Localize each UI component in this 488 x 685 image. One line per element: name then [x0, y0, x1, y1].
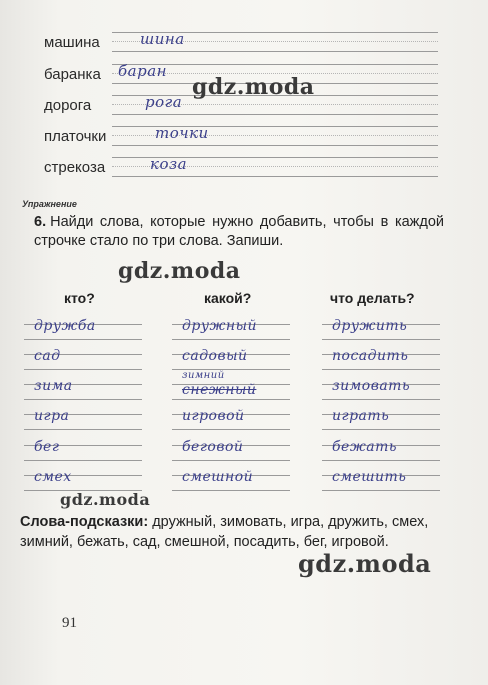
handwritten-answer: коза [150, 155, 188, 173]
cell-word: смешить [332, 469, 407, 485]
table-cell [172, 320, 290, 340]
word-label: платочки [44, 128, 107, 145]
column-header-who: кто? [64, 290, 95, 306]
handwritten-answer: баран [118, 62, 168, 80]
page-number: 91 [62, 615, 77, 631]
table-cell [322, 350, 440, 370]
word-row [0, 155, 488, 185]
table-cell [172, 471, 290, 491]
cell-word: дружить [332, 318, 408, 334]
word-row [0, 30, 488, 60]
table-cell [322, 441, 440, 461]
table-cell [24, 471, 142, 491]
table-cell [24, 441, 142, 461]
table-cell [24, 350, 142, 370]
cell-word: смех [34, 469, 72, 485]
watermark: gdz.moda [192, 74, 315, 100]
column-header-do: что делать? [330, 290, 415, 306]
cell-word: бег [34, 439, 60, 455]
handwritten-answer: рога [145, 93, 183, 111]
word-row [0, 124, 488, 154]
word-label: стрекоза [44, 159, 106, 176]
table-cell [24, 320, 142, 340]
table-cell [172, 370, 290, 400]
cell-word: смешной [182, 469, 254, 485]
cell-word: зимовать [332, 378, 411, 394]
exercise-number: 6. [34, 214, 47, 230]
word-label: баранка [44, 66, 101, 83]
table-cell [322, 320, 440, 340]
cell-word: сад [34, 348, 61, 364]
table-cell [172, 441, 290, 461]
cell-word: игра [34, 408, 70, 424]
exercise-tag: Упражнение [22, 199, 77, 209]
cell-word: дружба [34, 318, 96, 334]
cell-word: беговой [182, 439, 244, 455]
cell-word: посадить [332, 348, 409, 364]
cell-word: дружный [182, 318, 258, 334]
cell-word: садовый [182, 348, 248, 364]
word-label: машина [44, 34, 100, 51]
watermark: gdz.moda [118, 258, 241, 284]
cell-word: бежать [332, 439, 397, 455]
handwritten-answer: шина [140, 30, 185, 48]
handwritten-answer: точки [155, 124, 209, 142]
table-cell [172, 410, 290, 430]
crossed-word: снежный [182, 382, 257, 398]
table-cell [322, 410, 440, 430]
word-label: дорога [44, 97, 92, 114]
watermark: gdz.moda [60, 490, 151, 509]
hints-label: Слова-подсказки: [20, 514, 149, 530]
table-cell [24, 380, 142, 400]
word-hints [20, 512, 442, 552]
cell-word: играть [332, 408, 390, 424]
table-cell [24, 410, 142, 430]
table-cell [172, 350, 290, 370]
table-cell [322, 471, 440, 491]
cell-word: зима [34, 378, 73, 394]
cell-word: зимний [182, 370, 225, 381]
watermark: gdz.moda [298, 549, 432, 578]
exercise-text: Найди слова, которые нужно добавить, чтобы в каждой строчке стало по три слова. Запиши. [34, 214, 444, 249]
column-header-which: какой? [204, 290, 252, 306]
table-cell [322, 380, 440, 400]
cell-word: игровой [182, 408, 245, 424]
hints-text: дружный, зимовать, игра, дружить, смех, зимний, бежать, сад, смешной, посадить, бег, игровой. [20, 514, 429, 550]
exercise-task [34, 213, 444, 251]
